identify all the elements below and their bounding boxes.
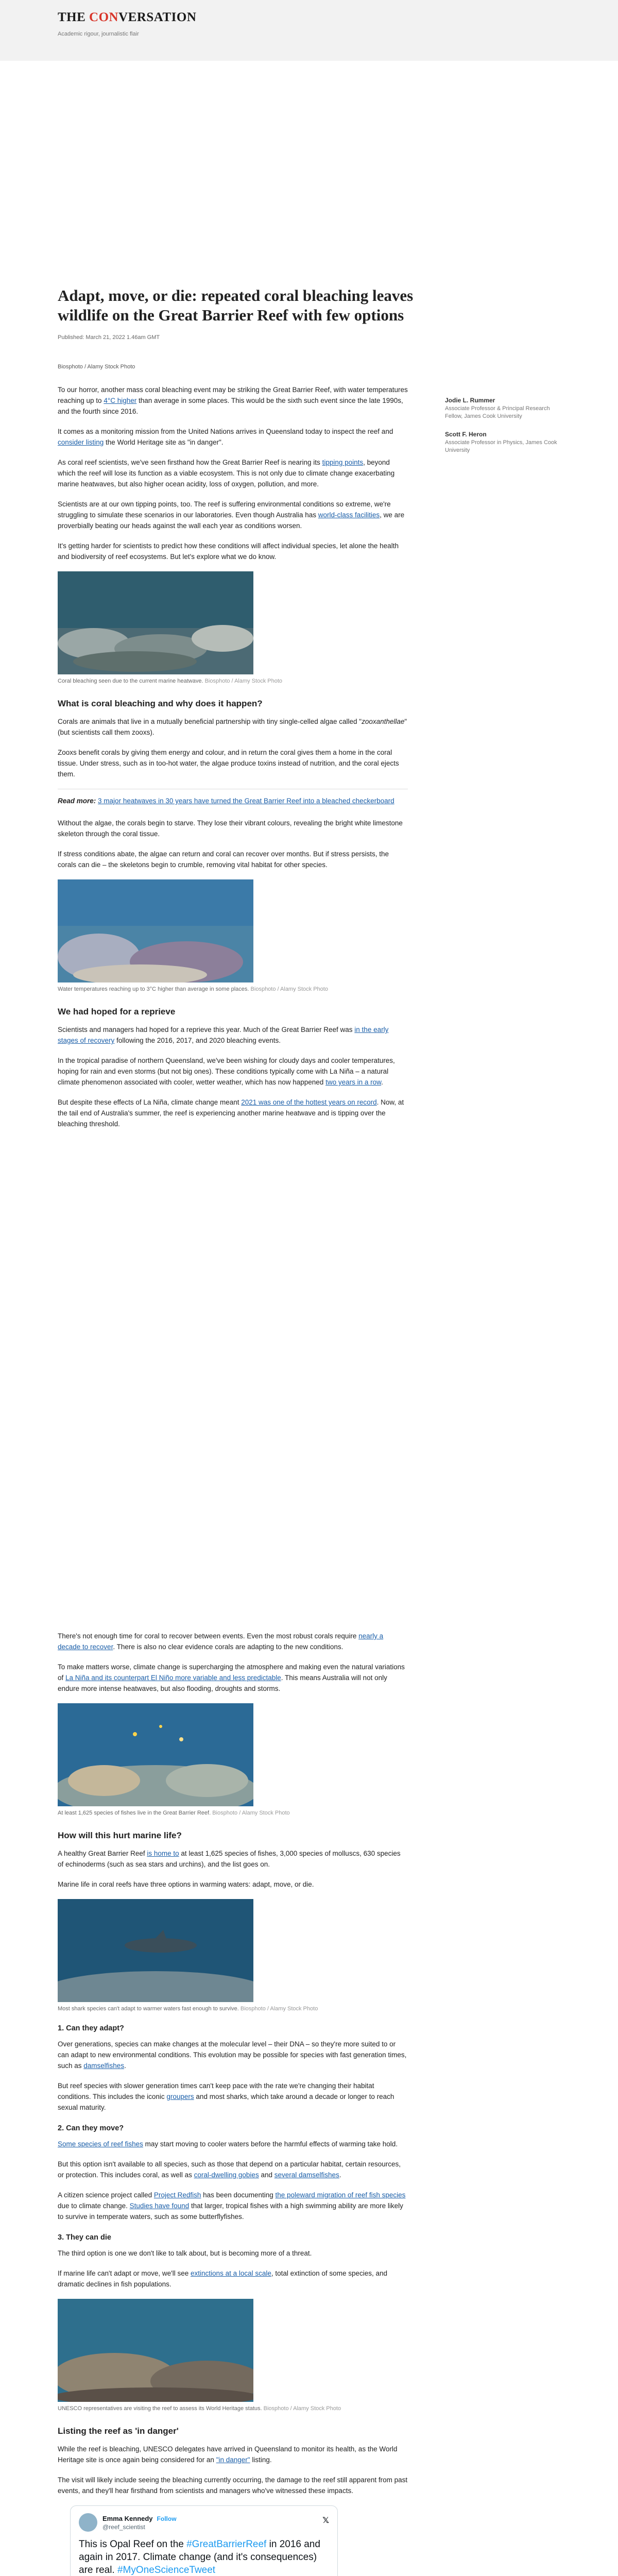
text: , total extinction of some species, and dramatic declines in fish populations. bbox=[58, 2269, 387, 2288]
paragraph bbox=[58, 2139, 408, 2149]
reef-fish-photo[interactable] bbox=[58, 1703, 253, 1806]
text: . Now, at the tail end of Australia's summer, the reef is experiencing another marine heatwave and is tipping over the bleaching threshold. bbox=[58, 1098, 404, 1128]
article-body bbox=[58, 364, 408, 2576]
author-sidebar bbox=[445, 397, 563, 465]
text: While the reef is bleaching, UNESCO delegates have arrived in Queensland to monitor its health, as the World Heritage site is once again being considered for an bbox=[58, 2445, 398, 2464]
read-more-link[interactable]: 3 major heatwaves in 30 years have turned the Great Barrier Reef into a bleached checkerboard bbox=[98, 797, 394, 805]
hashtag-link[interactable]: #GreatBarrierReef bbox=[186, 2539, 267, 2550]
inline-link[interactable]: "in danger" bbox=[216, 2456, 250, 2464]
paragraph bbox=[58, 1631, 408, 1652]
text: If marine life can't adapt or move, we'll see bbox=[58, 2269, 191, 2277]
paragraph bbox=[58, 1024, 408, 1046]
inline-link[interactable]: tipping points bbox=[322, 459, 364, 466]
text: following the 2016, 2017, and 2020 bleaching events. bbox=[114, 1037, 281, 1044]
text: may start moving to cooler waters before the harmful effects of warming take hold. bbox=[143, 2140, 398, 2148]
paragraph bbox=[58, 2190, 408, 2222]
caption-text: Water temperatures reaching up to 3°C higher than average in some places. bbox=[58, 986, 249, 992]
inline-link[interactable]: is home to bbox=[147, 1850, 179, 1857]
text: Corals are animals that live in a mutually beneficial partnership with tiny single-celled algae called " bbox=[58, 718, 362, 725]
caption-credit: Biosphoto / Alamy Stock Photo bbox=[212, 1810, 290, 1816]
site-header bbox=[0, 0, 618, 61]
text: , we are proverbially beating our heads against the wall each year as conditions worsen. bbox=[58, 511, 405, 530]
read-more-label: Read more: bbox=[58, 797, 96, 805]
figure bbox=[58, 1899, 408, 2013]
text: In the tropical paradise of northern Queensland, we've been wishing for cloudy days and cooler temperatures, hoping for rain and even storms (but not big ones). These conditions typically come with La Niña – a natural climate phenomenon associated with cooler, wetter weather, which has now happened bbox=[58, 1057, 395, 1086]
figure bbox=[58, 879, 408, 993]
hashtag-link[interactable]: #MyOneScienceTweet bbox=[117, 2565, 216, 2575]
text: But reef species with slower generation times can't keep pace with the rate we're changing their habitat conditions. This includes the iconic bbox=[58, 2082, 374, 2100]
inline-link[interactable]: 4°C higher bbox=[104, 397, 137, 404]
embedded-tweet[interactable] bbox=[70, 2505, 338, 2576]
inline-link[interactable]: Studies have found bbox=[129, 2202, 190, 2210]
tweet-text bbox=[79, 2538, 329, 2576]
inline-link[interactable]: Project Redfish bbox=[153, 2191, 201, 2199]
inline-link[interactable]: Some species of reef fishes bbox=[58, 2140, 143, 2148]
caption-credit: Biosphoto / Alamy Stock Photo bbox=[240, 2006, 318, 2012]
read-more-box bbox=[58, 789, 408, 806]
subsection-heading: 2. Can they move? bbox=[58, 2124, 124, 2132]
caption-credit: Biosphoto / Alamy Stock Photo bbox=[204, 678, 282, 684]
text: There's not enough time for coral to recover between events. Even the most robust corals require bbox=[58, 1632, 359, 1640]
text: " (but scientists call them zooxs). bbox=[58, 718, 407, 736]
paragraph bbox=[58, 2268, 408, 2290]
text: at least 1,625 species of fishes, 3,000 species of molluscs, 630 species of echinoderms (such as sea stars and urchins), and the list goes on. bbox=[58, 1850, 401, 1868]
text: But this option isn't available to all species, such as those that depend on a particular habitat, certain resources, or protection. This includes coral, as well as bbox=[58, 2160, 401, 2179]
author-role: Associate Professor in Physics, James Cook University bbox=[445, 439, 557, 453]
text: and most sharks, which take around a decade or longer to reach sexual maturity. bbox=[58, 2093, 394, 2111]
tweet-author bbox=[102, 2514, 177, 2531]
paragraph bbox=[58, 2444, 408, 2465]
paragraph bbox=[58, 384, 408, 417]
text: Scientists are at our own tipping points, too. The reef is suffering environmental conditions so extreme, we're struggling to simulate these scenarios in our laboratories. Even though Australia has bbox=[58, 500, 391, 519]
inline-link[interactable]: nearly a decade to recover bbox=[58, 1632, 384, 1651]
inline-link[interactable]: coral-dwelling gobies bbox=[194, 2171, 259, 2179]
section-heading: Listing the reef as 'in danger' bbox=[58, 2426, 179, 2436]
paragraph: The third option is one we don't like to talk about, but is becoming more of a threat. bbox=[58, 2249, 312, 2257]
section-heading: What is coral bleaching and why does it happen? bbox=[58, 699, 263, 708]
paragraph bbox=[58, 426, 408, 448]
inline-link[interactable]: two years in a row bbox=[325, 1078, 382, 1086]
caption-text: Most shark species can't adapt to warmer waters fast enough to survive. bbox=[58, 2006, 239, 2012]
text: . bbox=[381, 1078, 383, 1086]
paragraph bbox=[58, 2159, 408, 2180]
paragraph bbox=[58, 499, 408, 531]
inline-link[interactable]: extinctions at a local scale bbox=[191, 2269, 271, 2277]
paragraph bbox=[58, 1055, 408, 1088]
unesco-reef-photo[interactable] bbox=[58, 2299, 253, 2402]
inline-link[interactable]: in the early stages of recovery bbox=[58, 1026, 389, 1044]
author-card bbox=[445, 397, 563, 420]
paragraph: The visit will likely include seeing the bleaching currently occurring, the damage to the reef still apparent from past events, and they'll hear firsthand from scientists and managers who've witnessed these impacts. bbox=[58, 2476, 408, 2495]
inline-link[interactable]: La Niña and its counterpart El Niño more variable and less predictable bbox=[65, 1674, 281, 1682]
section-heading: How will this hurt marine life? bbox=[58, 1831, 182, 1840]
figure-caption bbox=[58, 1809, 367, 1817]
text: listing. bbox=[250, 2456, 272, 2464]
caption-text: Coral bleaching seen due to the current marine heatwave. bbox=[58, 678, 203, 684]
text: . This means Australia will not only endure more intense heatwaves, but also flooding, droughts and storms. bbox=[58, 1674, 387, 1692]
reef-underwater-photo[interactable] bbox=[58, 879, 253, 982]
text: A healthy Great Barrier Reef bbox=[58, 1850, 147, 1857]
caption-text: UNESCO representatives are visiting the reef to assess its World Heritage status. bbox=[58, 2405, 262, 2412]
author-name[interactable]: Scott F. Heron bbox=[445, 431, 487, 438]
figure-caption bbox=[58, 986, 367, 993]
text: than average in some places. This would be the sixth such event since the late 1990s, and the fourth since 2016. bbox=[58, 397, 403, 415]
caption-credit: Biosphoto / Alamy Stock Photo bbox=[263, 2405, 341, 2412]
figure-caption bbox=[58, 677, 367, 685]
publish-date: Published: March 21, 2022 1.46am GMT bbox=[58, 334, 160, 341]
paragraph: If stress conditions abate, the algae can return and coral can recover over months. But if stress persists, the corals can die – the skeletons begin to crumble, removing vital habitat for other species. bbox=[58, 850, 389, 869]
tweet-header bbox=[79, 2513, 329, 2532]
caption-credit: Biosphoto / Alamy Stock Photo bbox=[250, 986, 328, 992]
logo-text: THE CONVERSATION bbox=[58, 10, 197, 24]
x-logo-icon[interactable]: 𝕏 bbox=[322, 2516, 329, 2525]
inline-link[interactable]: 2021 was one of the hottest years on record bbox=[241, 1098, 377, 1106]
figure bbox=[58, 571, 408, 685]
article-headline: Adapt, move, or die: repeated coral bleaching leaves wildlife on the Great Barrier Reef with few options bbox=[58, 286, 414, 324]
tweet-author-name[interactable]: Emma Kennedy bbox=[102, 2515, 153, 2522]
text: . bbox=[339, 2171, 341, 2179]
figure-caption bbox=[58, 2005, 367, 2013]
text: due to climate change. bbox=[58, 2202, 130, 2210]
avatar[interactable] bbox=[79, 2513, 97, 2532]
text: It comes as a monitoring mission from the United Nations arrives in Queensland today to inspect the reef and bbox=[58, 428, 393, 435]
inline-link[interactable]: the poleward migration of reef fish species bbox=[275, 2191, 406, 2199]
text: has been documenting bbox=[201, 2191, 276, 2199]
paragraph bbox=[58, 2080, 408, 2113]
text: zooxanthellae bbox=[362, 718, 405, 725]
text: This is Opal Reef on the bbox=[79, 2539, 187, 2550]
coral-bleaching-photo[interactable] bbox=[58, 571, 253, 674]
paragraph: It's getting harder for scientists to predict how these conditions will affect individual species, let alone the health and biodiversity of reef ecosystems. But let's explore what we do know. bbox=[58, 542, 399, 561]
text: A citizen science project called bbox=[58, 2191, 154, 2199]
section-heading: We had hoped for a reprieve bbox=[58, 1007, 176, 1016]
inline-link[interactable]: consider listing bbox=[58, 438, 104, 446]
figure bbox=[58, 2299, 408, 2413]
inline-link[interactable]: world-class facilities bbox=[318, 511, 380, 519]
inline-link[interactable]: several damselfishes bbox=[274, 2171, 339, 2179]
text: But despite these effects of La Niña, climate change meant bbox=[58, 1098, 242, 1106]
site-tagline: Academic rigour, journalistic flair bbox=[58, 31, 139, 37]
shark-photo[interactable] bbox=[58, 1899, 253, 2002]
paragraph: Without the algae, the corals begin to starve. They lose their vibrant colours, revealing the bright white limestone skeleton through the coral tissue. bbox=[58, 819, 403, 838]
tweet-handle[interactable]: @reef_scientist bbox=[102, 2523, 145, 2531]
figure-caption bbox=[58, 2405, 367, 2413]
text: Over generations, species can make changes at the molecular level – their DNA – so they're more suited to or can adapt to new environmental conditions. This evolution may be possible for species with fast generation times, such as bbox=[58, 2040, 407, 2070]
caption-text: At least 1,625 species of fishes live in the Great Barrier Reef. bbox=[58, 1810, 211, 1816]
inline-link[interactable]: damselfishes bbox=[83, 2062, 125, 2070]
figure bbox=[58, 1703, 408, 1817]
empty-ad-space bbox=[58, 1139, 408, 1631]
paragraph: Marine life in coral reefs have three options in warming waters: adapt, move, or die. bbox=[58, 1880, 314, 1888]
inline-link[interactable]: groupers bbox=[166, 2093, 194, 2100]
text: As coral reef scientists, we've seen firsthand how the Great Barrier Reef is nearing its bbox=[58, 459, 322, 466]
text: and bbox=[259, 2171, 274, 2179]
top-image-credit: Biosphoto / Alamy Stock Photo bbox=[58, 364, 135, 370]
text: To our horror, another mass coral bleaching event may be striking the Great Barrier Reef, with water temperatures reaching up to bbox=[58, 386, 408, 404]
paragraph bbox=[58, 457, 408, 489]
paragraph bbox=[58, 2039, 408, 2071]
text: To make matters worse, climate change is supercharging the atmosphere and making even the natural variations of bbox=[58, 1663, 405, 1682]
text: . bbox=[124, 2062, 126, 2070]
follow-button[interactable]: Follow bbox=[157, 2515, 177, 2522]
text: . There is also no clear evidence corals are adapting to the new conditions. bbox=[113, 1643, 344, 1651]
subsection-heading: 1. Can they adapt? bbox=[58, 2024, 124, 2032]
author-card bbox=[445, 431, 563, 454]
text: Scientists and managers had hoped for a reprieve this year. Much of the Great Barrier Reef was bbox=[58, 1026, 355, 1033]
paragraph: Zooxs benefit corals by giving them energy and colour, and in return the coral gives them a home in the coral tissue. Under stress, such as in too-hot water, the algae produce toxins instead of nutrition, and the coral ejects them. bbox=[58, 749, 399, 778]
text: the World Heritage site as "in danger". bbox=[104, 438, 224, 446]
author-name[interactable]: Jodie L. Rummer bbox=[445, 397, 495, 404]
text: , beyond which the reef will lose its function as a viable ecosystem. This is not only due to climate change exacerbating marine heatwaves, but also higher ocean acidity, loss of oxygen, pollution, and more. bbox=[58, 459, 395, 488]
article-header bbox=[58, 286, 418, 341]
subsection-heading: 3. They can die bbox=[58, 2233, 111, 2242]
site-logo[interactable] bbox=[58, 10, 196, 25]
paragraph bbox=[58, 1662, 408, 1694]
paragraph bbox=[58, 1848, 408, 1870]
text: in 2016 and again in 2017. Climate change (and it's consequences) are real. bbox=[79, 2539, 320, 2575]
text: that larger, tropical fishes with a high swimming ability are more likely to survive in temperate waters, such as some butterflyfishes. bbox=[58, 2202, 403, 2221]
author-role: Associate Professor & Principal Research Fellow, James Cook University bbox=[445, 405, 550, 419]
paragraph bbox=[58, 1097, 408, 1129]
paragraph bbox=[58, 716, 408, 738]
